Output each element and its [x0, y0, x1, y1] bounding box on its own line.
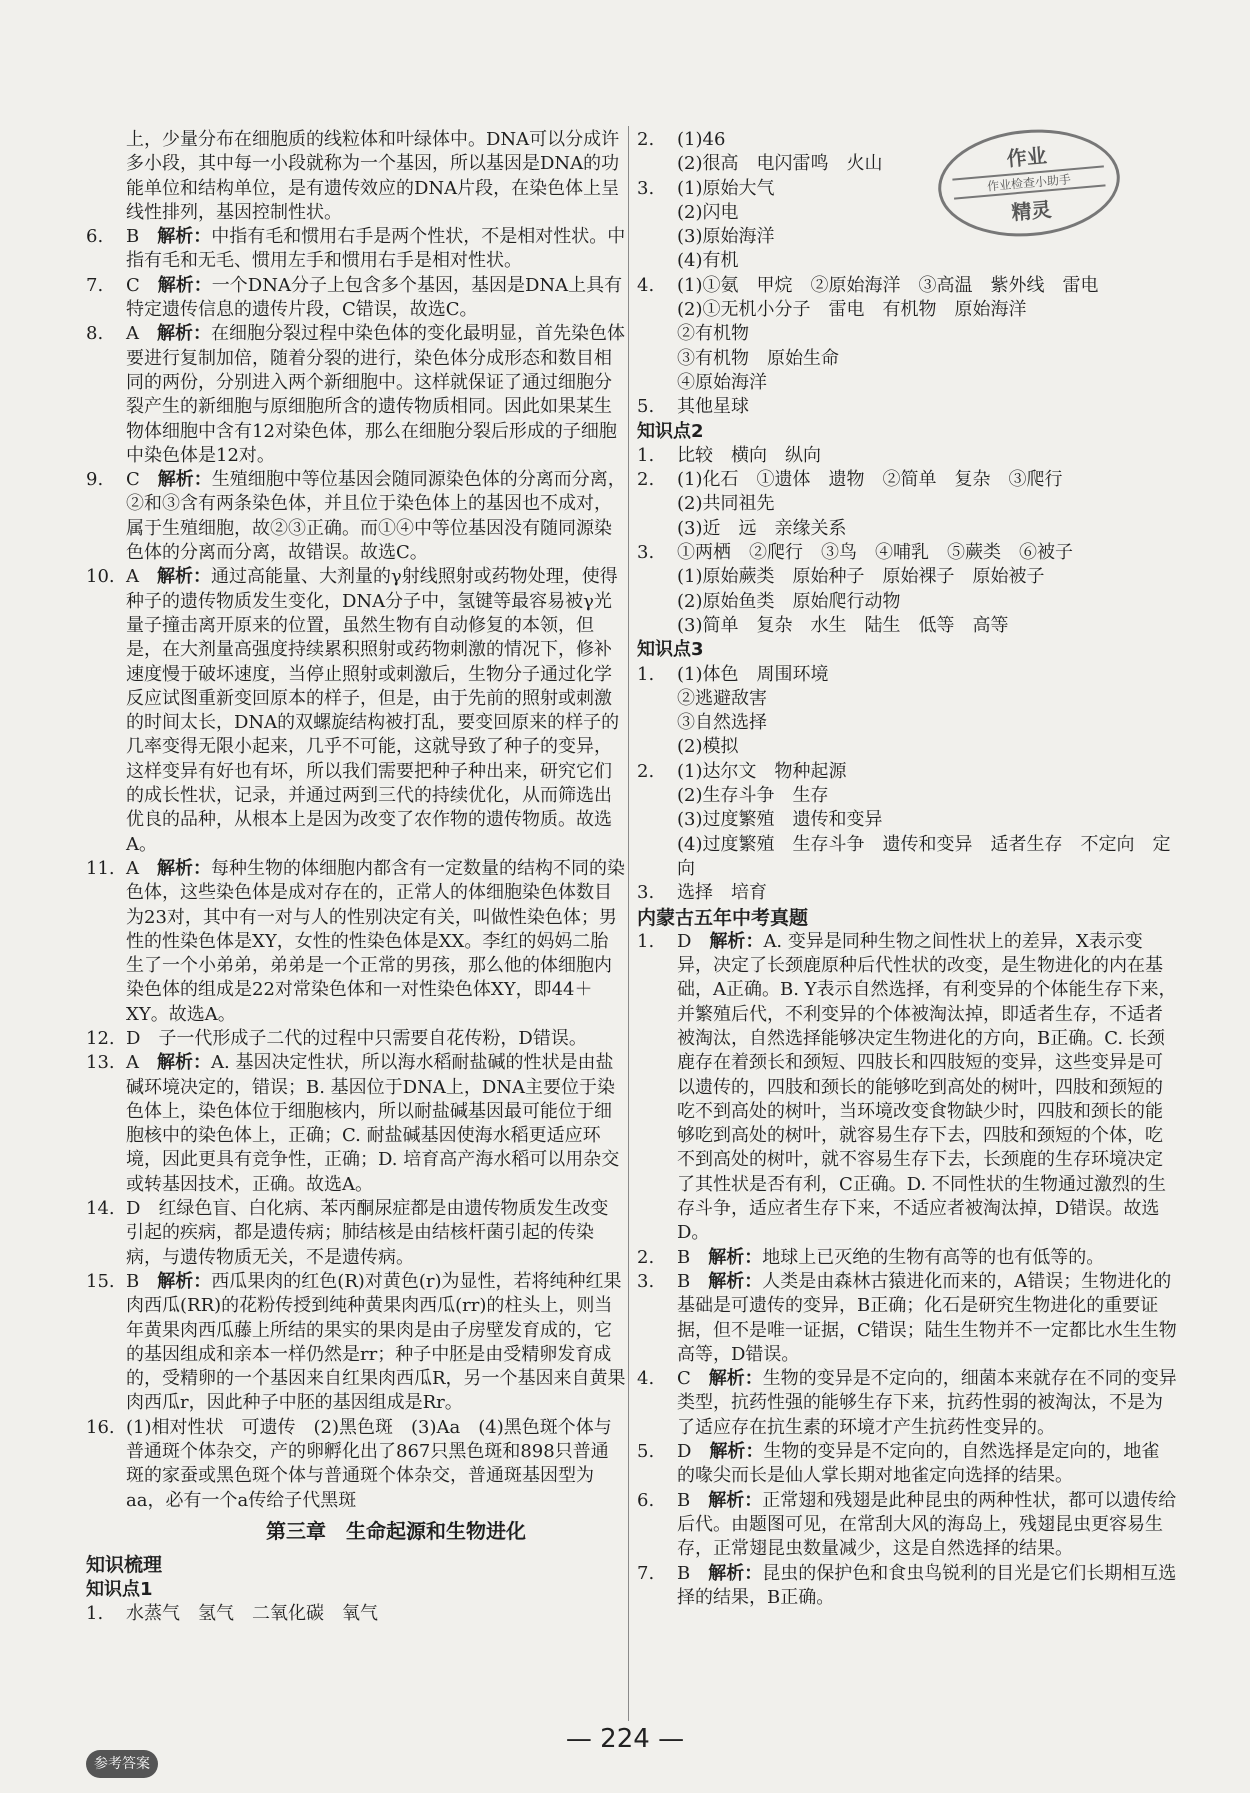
answer-item: 2. (1)46 (2)很高 电闪雷鸣 火山	[637, 129, 883, 175]
continuation-text: 上，少量分布在细胞质的线粒体和叶绿体中。DNA可以分成许多小段，其中每一小段就称为一个基因，所以基因是DNA的功能单位和结构单位，是有遗传效应的DNA片段，在染色体上呈线性排列，基因控制性状。	[126, 129, 620, 223]
answer-item: 1. 比较 横向 纵向	[637, 444, 821, 466]
answer-item: 10. A 解析 ： 通过高能量、大剂量的γ射线照射或药物处理，使得种子的遗传物质发生变化，DNA分子中，氢键等最容易被γ光量子撞击离开原来的位置，虽然生物有自动修复的本领，但是，在大剂量高强度持续累积照射或药物刺激的情况下，修补速度慢于破坏速度，当停止照射或刺激后，生物分子通过化学反应试图重新变回原本的样子，但是，由于先前的照射或刺激的时间太长，DNA的双螺旋结构被打乱，要变回原来的样子的几率变得无限小起来，几乎不可能，这就导致了种子的变异，这样变异有好也有坏，所以我们需要把种子种出来，研究它们的成长性状，记录，并通过两到三代的持续优化，从而筛选出优良的品种，从根本上是因为改变了农作物的遗传物质。故选A。	[86, 565, 626, 857]
answer-item: 3. (1)原始大气 (2)闪电 (3)原始海洋 (4)有机	[637, 177, 775, 272]
answer-item: 6. B 解析 ： 中指有毛和惯用右手是两个性状，不是相对性状。中指有毛和无毛、惯用左手和惯用右手是相对性状。	[86, 225, 626, 274]
section-heading: 知识梳理	[86, 1554, 163, 1577]
answer-item: 15. B 解析 ： 西瓜果肉的红色(R)对黄色(r)为显性，若将纯种红果肉西瓜(RR)的花粉传授到纯种黄果肉西瓜(rr)的柱头上，则当年黄果肉西瓜藤上所结的果实的果肉是由子房壁发育成的，它的基因组成和亲本一样仍然是rr；种子中胚是由受精卵发育成的，受精卵的一个基因来自红果肉西瓜R，另一个基因来自黄果肉西瓜r，因此种子中胚的基因组成是Rr。	[86, 1270, 626, 1416]
left-column	[86, 128, 626, 1626]
answer-item: 3. 选择 培育	[637, 882, 767, 904]
answer-item: 12. D 子一代形成子二代的过程中只需要自花传粉，D错误。	[86, 1027, 587, 1049]
answer-item: 6. B 解析 ： 正常翅和残翅是此种昆虫的两种性状，都可以遗传给后代。由题图可见，在常刮大风的海岛上，残翅昆虫更容易生存，正常翅昆虫数量减少，这是自然选择的结果。	[637, 1489, 1177, 1562]
answer-item: 9. C 解析 ： 生殖细胞中等位基因会随同源染色体的分离而分离，②和③含有两条染色体，并且位于染色体上的基因也不成对，属于生殖细胞，故②③正确。而①④中等位基因没有随同源染色体的分离而分离，故错误。故选C。	[86, 468, 626, 565]
knowledge-point-heading: 知识点3	[637, 639, 704, 661]
answer-item: 4. (1)①氨 甲烷 ②原始海洋 ③高温 紫外线 雷电 (2)①无机小分子 雷电 有机物 原始海洋 ②有机物 ③有机物 原始生命 ④原始海洋	[637, 274, 1099, 393]
answer-item: 7. B 解析 ： 昆虫的保护色和食虫鸟锐利的目光是它们长期相互选择的结果，B正确。	[637, 1562, 1177, 1611]
page-number: — 224 —	[0, 1724, 1250, 1754]
answer-item: 14. D 红绿色盲、白化病、苯丙酮尿症都是由遗传物质发生改变引起的疾病，都是遗传病；肺结核是由结核杆菌引起的传染病，与遗传物质无关，不是遗传病。	[86, 1198, 609, 1268]
knowledge-point-heading: 知识点1	[86, 1578, 153, 1600]
answer-item: 4. C 解析 ： 生物的变异是不定向的，细菌本来就存在不同的变异类型，抗药性强的能够生存下来，抗药性弱的被淘汰，不是为了适应存在抗生素的环境才产生抗药性变异的。	[637, 1367, 1177, 1440]
answer-item: 1. (1)体色 周围环境 ②逃避敌害 ③自然选择 (2)模拟	[637, 663, 829, 758]
answer-key-badge: 参考答案	[86, 1750, 158, 1778]
answer-item: 1. 水蒸气 氢气 二氧化碳 氧气	[86, 1602, 378, 1624]
answer-item: 2. B 解析 ： 地球上已灭绝的生物有高等的也有低等的。	[637, 1246, 1177, 1270]
answer-item: 5. 其他星球	[637, 396, 749, 418]
right-column	[637, 128, 1177, 1610]
answer-item: 8. A 解析 ： 在细胞分裂过程中染色体的变化最明显，首先染色体要进行复制加倍，随着分裂的进行，染色体分成形态和数目相同的两份，分别进入两个新细胞中。这样就保证了通过细胞分裂产生的新细胞与原细胞所含的遗传物质相同。因此如果某生物体细胞中含有12对染色体，那么在细胞分裂后形成的子细胞中染色体是12对。	[86, 322, 626, 468]
answer-item: 11. A 解析 ： 每种生物的体细胞内都含有一定数量的结构不同的染色体，这些染色体是成对存在的，正常人的体细胞染色体数目为23对，其中有一对与人的性别决定有关，叫做性染色体；男性的性染色体是XY，女性的性染色体是XX。李红的妈妈二胎生了一个小弟弟，弟弟是一个正常的男孩，那么他的体细胞内染色体的组成是22对常染色体和一对性染色体XY，即44＋XY。故选A。	[86, 857, 626, 1027]
answer-item: 16. (1)相对性状 可遗传 (2)黑色斑 (3)Aa (4)黑色斑个体与普通斑个体杂交，产的卵孵化出了867只黑色斑和898只普通斑的家蚕或黑色斑个体与普通斑个体杂交，普通斑基因型为aa，必有一个a传给子代黑斑	[86, 1416, 612, 1511]
answer-item: 2. (1)达尔文 物种起源 (2)生存斗争 生存 (3)过度繁殖 遗传和变异 (4)过度繁殖 生存斗争 遗传和变异 适者生存 不定向 定向	[637, 760, 1171, 879]
homework-stamp-logo: 作业 作业检查小助手 精灵	[934, 122, 1125, 243]
answer-item: 13. A 解析 ： A. 基因决定性状，所以海水稻耐盐碱的性状是由盐碱环境决定的，错误；B. 基因位于DNA上，DNA主要位于染色体上，染色体位于细胞核内，所以耐盐碱基因最可能位于细胞核中的染色体上，正确；C. 耐盐碱基因使海水稻更适应环境，因此更具有竞争性，正确；D. 培育高产海水稻可以用杂交或转基因技术，正确。故选A。	[86, 1051, 626, 1197]
column-divider	[628, 126, 629, 1721]
answer-item: 2. (1)化石 ①遗体 遗物 ②简单 复杂 ③爬行 (2)共同祖先 (3)近 远 亲缘关系	[637, 469, 1063, 539]
answer-item: 7. C 解析 ： 一个DNA分子上包含多个基因，基因是DNA上具有特定遗传信息的遗传片段，C错误，故选C。	[86, 274, 626, 323]
answer-item: 5. D 解析 ： 生物的变异是不定向的，自然选择是定向的，地雀的喙尖而长是仙人掌长期对地雀定向选择的结果。	[637, 1440, 1177, 1489]
knowledge-point-heading: 知识点2	[637, 420, 704, 442]
answer-item: 3. ①两栖 ②爬行 ③鸟 ④哺乳 ⑤蕨类 ⑥被子 (1)原始蕨类 原始种子 原始裸子 原始被子 (2)原始鱼类 原始爬行动物 (3)简单 复杂 水生 陆生 低等 高等	[637, 542, 1073, 636]
section-heading: 内蒙古五年中考真题	[637, 906, 809, 929]
answer-item: 3. B 解析 ： 人类是由森林古猿进化而来的，A错误；生物进化的基础是可遗传的变异，B正确；化石是研究生物进化的重要证据，但不是唯一证据，C错误；陆生生物并不一定都比水生生物高等，D错误。	[637, 1270, 1177, 1367]
answer-item: 1. D 解析 ： A. 变异是同种生物之间性状上的差异，X表示变异，决定了长颈鹿原种后代性状的改变，是生物进化的内在基础，A正确。B. Y表示自然选择，有利变异的个体能生存下来，并繁殖后代，不利变异的个体被淘汰掉，即适者生存，不适者被淘汰，自然选择能够决定生物进化的方向，B正确。C. 长颈鹿存在着颈长和颈短、四肢长和四肢短的变异，这些变异是可以遗传的，四肢和颈长的能够吃到高处的树叶，四肢和颈短的吃不到高处的树叶，当环境改变食物缺少时，四肢和颈长的能够吃到高处的树叶，就容易生存下去，四肢和颈短的个体，吃不到高处的树叶，就不容易生存下去，长颈鹿的生存环境决定了其性状是否有利，C正确。D. 不同性状的生物通过激烈的生存斗争，适应者生存下来，不适应者被淘汰掉，D错误。故选D。	[637, 930, 1177, 1246]
chapter-title: 第三章 生命起源和生物进化	[266, 1518, 526, 1543]
